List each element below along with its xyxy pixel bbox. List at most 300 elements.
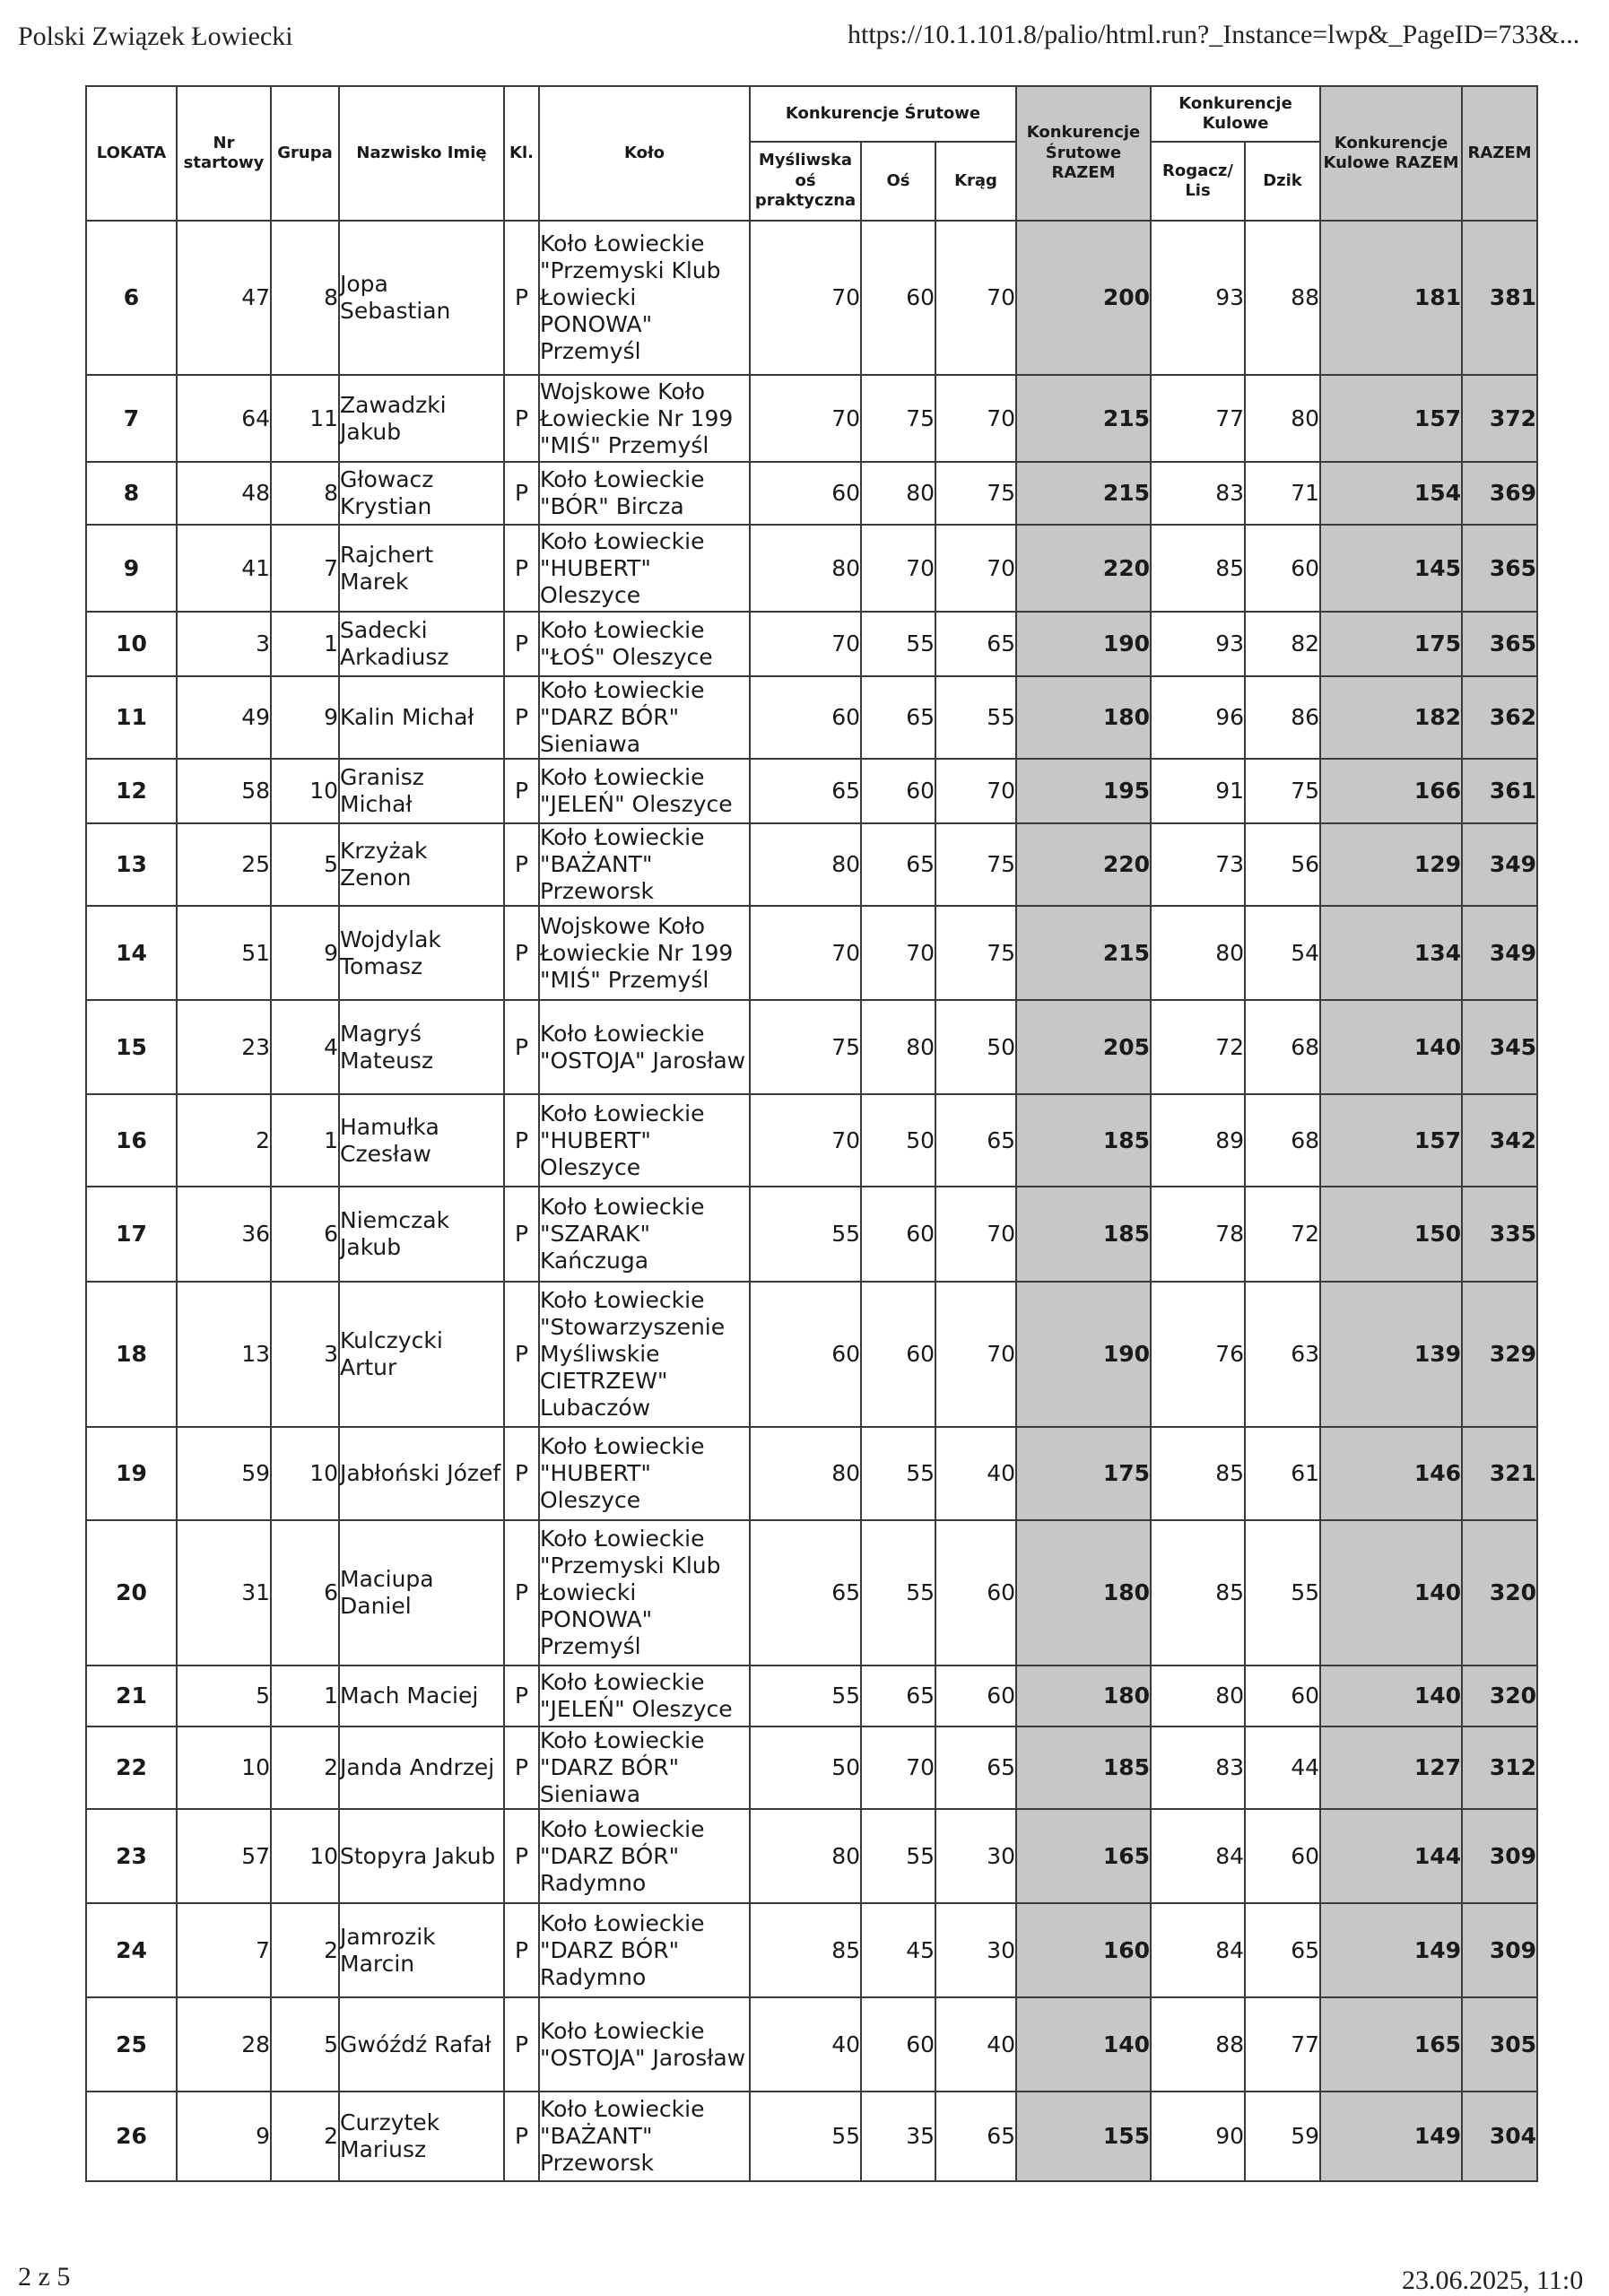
cell-razem: 320 bbox=[1462, 1665, 1537, 1726]
cell-razem: 349 bbox=[1462, 906, 1537, 1000]
cell-kulowe-razem: 165 bbox=[1320, 1997, 1462, 2092]
cell-os: 65 bbox=[861, 676, 935, 759]
cell-name: Jabłoński Józef bbox=[339, 1427, 504, 1520]
cell-mysliwska: 70 bbox=[750, 375, 861, 462]
cell-mysliwska: 60 bbox=[750, 462, 861, 525]
cell-razem: 321 bbox=[1462, 1427, 1537, 1520]
cell-os: 70 bbox=[861, 906, 935, 1000]
table-row bbox=[86, 759, 1537, 823]
cell-lokata: 16 bbox=[86, 1094, 177, 1187]
cell-mysliwska: 70 bbox=[750, 906, 861, 1000]
cell-grupa: 1 bbox=[271, 1665, 339, 1726]
cell-grupa: 1 bbox=[271, 612, 339, 676]
cell-kulowe-razem: 149 bbox=[1320, 1903, 1462, 1997]
cell-grupa: 1 bbox=[271, 1094, 339, 1187]
organization-name: Polski Związek Łowiecki bbox=[18, 22, 293, 51]
cell-kl: P bbox=[504, 1903, 539, 1997]
cell-rogacz: 84 bbox=[1151, 1903, 1245, 1997]
cell-razem: 335 bbox=[1462, 1187, 1537, 1282]
cell-mysliwska: 55 bbox=[750, 1187, 861, 1282]
cell-srutowe-razem: 155 bbox=[1016, 2092, 1151, 2181]
cell-name: Kulczycki Artur bbox=[339, 1282, 504, 1427]
cell-nr: 25 bbox=[177, 823, 271, 906]
cell-srutowe-razem: 200 bbox=[1016, 221, 1151, 375]
cell-kl: P bbox=[504, 612, 539, 676]
cell-kulowe-razem: 129 bbox=[1320, 823, 1462, 906]
cell-krag: 70 bbox=[935, 221, 1016, 375]
cell-rogacz: 91 bbox=[1151, 759, 1245, 823]
cell-mysliwska: 75 bbox=[750, 1000, 861, 1094]
cell-os: 55 bbox=[861, 1520, 935, 1665]
cell-krag: 55 bbox=[935, 676, 1016, 759]
cell-kolo: Koło Łowieckie "Przemyski Klub Łowiecki PONOWA" Przemyśl bbox=[539, 221, 750, 375]
cell-kolo: Koło Łowieckie "DARZ BÓR" Sieniawa bbox=[539, 676, 750, 759]
cell-krag: 50 bbox=[935, 1000, 1016, 1094]
cell-krag: 70 bbox=[935, 1187, 1016, 1282]
cell-rogacz: 80 bbox=[1151, 906, 1245, 1000]
cell-lokata: 12 bbox=[86, 759, 177, 823]
cell-lokata: 18 bbox=[86, 1282, 177, 1427]
cell-os: 55 bbox=[861, 612, 935, 676]
cell-nr: 3 bbox=[177, 612, 271, 676]
cell-rogacz: 77 bbox=[1151, 375, 1245, 462]
col-header-srutowe-razem: Konkurencje Śrutowe RAZEM bbox=[1016, 86, 1151, 221]
table-row bbox=[86, 375, 1537, 462]
cell-dzik: 72 bbox=[1245, 1187, 1320, 1282]
cell-mysliwska: 85 bbox=[750, 1903, 861, 1997]
cell-grupa: 3 bbox=[271, 1282, 339, 1427]
cell-kolo: Koło Łowieckie "Stowarzyszenie Myśliwskie CIETRZEW" Lubaczów bbox=[539, 1282, 750, 1427]
cell-nr: 9 bbox=[177, 2092, 271, 2181]
cell-kolo: Koło Łowieckie "DARZ BÓR" Sieniawa bbox=[539, 1726, 750, 1809]
table-row bbox=[86, 2092, 1537, 2181]
cell-lokata: 11 bbox=[86, 676, 177, 759]
cell-dzik: 86 bbox=[1245, 676, 1320, 759]
cell-dzik: 55 bbox=[1245, 1520, 1320, 1665]
cell-lokata: 26 bbox=[86, 2092, 177, 2181]
cell-krag: 30 bbox=[935, 1809, 1016, 1903]
table-row bbox=[86, 1520, 1537, 1665]
cell-kulowe-razem: 134 bbox=[1320, 906, 1462, 1000]
cell-dzik: 65 bbox=[1245, 1903, 1320, 1997]
cell-krag: 60 bbox=[935, 1520, 1016, 1665]
cell-os: 65 bbox=[861, 1665, 935, 1726]
cell-nr: 5 bbox=[177, 1665, 271, 1726]
cell-kolo: Koło Łowieckie "BÓR" Bircza bbox=[539, 462, 750, 525]
cell-kulowe-razem: 157 bbox=[1320, 375, 1462, 462]
cell-kl: P bbox=[504, 375, 539, 462]
cell-name: Janda Andrzej bbox=[339, 1726, 504, 1809]
cell-lokata: 13 bbox=[86, 823, 177, 906]
table-row bbox=[86, 1187, 1537, 1282]
cell-razem: 365 bbox=[1462, 612, 1537, 676]
cell-rogacz: 93 bbox=[1151, 221, 1245, 375]
cell-nr: 64 bbox=[177, 375, 271, 462]
cell-lokata: 9 bbox=[86, 525, 177, 612]
cell-name: Curzytek Mariusz bbox=[339, 2092, 504, 2181]
cell-srutowe-razem: 215 bbox=[1016, 375, 1151, 462]
group-header-srutowe: Konkurencje Śrutowe bbox=[750, 86, 1016, 142]
cell-name: Hamułka Czesław bbox=[339, 1094, 504, 1187]
cell-os: 35 bbox=[861, 2092, 935, 2181]
cell-dzik: 77 bbox=[1245, 1997, 1320, 2092]
cell-kl: P bbox=[504, 676, 539, 759]
cell-nr: 7 bbox=[177, 1903, 271, 1997]
cell-grupa: 6 bbox=[271, 1520, 339, 1665]
cell-kulowe-razem: 149 bbox=[1320, 2092, 1462, 2181]
cell-nr: 47 bbox=[177, 221, 271, 375]
cell-rogacz: 85 bbox=[1151, 525, 1245, 612]
cell-rogacz: 85 bbox=[1151, 1520, 1245, 1665]
cell-kl: P bbox=[504, 1809, 539, 1903]
cell-dzik: 56 bbox=[1245, 823, 1320, 906]
cell-krag: 70 bbox=[935, 1282, 1016, 1427]
cell-dzik: 71 bbox=[1245, 462, 1320, 525]
cell-kl: P bbox=[504, 1665, 539, 1726]
cell-kl: P bbox=[504, 823, 539, 906]
cell-krag: 75 bbox=[935, 906, 1016, 1000]
col-header-lokata: LOKATA bbox=[86, 86, 177, 221]
cell-krag: 70 bbox=[935, 525, 1016, 612]
cell-kulowe-razem: 127 bbox=[1320, 1726, 1462, 1809]
cell-srutowe-razem: 180 bbox=[1016, 1665, 1151, 1726]
cell-razem: 381 bbox=[1462, 221, 1537, 375]
cell-dzik: 68 bbox=[1245, 1000, 1320, 1094]
cell-grupa: 2 bbox=[271, 1726, 339, 1809]
cell-mysliwska: 70 bbox=[750, 1094, 861, 1187]
cell-kl: P bbox=[504, 462, 539, 525]
cell-os: 45 bbox=[861, 1903, 935, 1997]
table-row bbox=[86, 525, 1537, 612]
page-url: https://10.1.101.8/palio/html.run?_Instance=lwp&_PageID=733&... bbox=[848, 20, 1580, 49]
cell-razem: 361 bbox=[1462, 759, 1537, 823]
cell-kulowe-razem: 166 bbox=[1320, 759, 1462, 823]
cell-razem: 309 bbox=[1462, 1809, 1537, 1903]
cell-os: 55 bbox=[861, 1427, 935, 1520]
cell-krag: 75 bbox=[935, 823, 1016, 906]
col-header-nazwisko: Nazwisko Imię bbox=[339, 86, 504, 221]
cell-rogacz: 73 bbox=[1151, 823, 1245, 906]
col-header-rogacz: Rogacz/ Lis bbox=[1151, 142, 1245, 221]
cell-nr: 58 bbox=[177, 759, 271, 823]
cell-razem: 305 bbox=[1462, 1997, 1537, 2092]
cell-rogacz: 84 bbox=[1151, 1809, 1245, 1903]
cell-razem: 369 bbox=[1462, 462, 1537, 525]
cell-grupa: 6 bbox=[271, 1187, 339, 1282]
cell-name: Jopa Sebastian bbox=[339, 221, 504, 375]
cell-srutowe-razem: 185 bbox=[1016, 1094, 1151, 1187]
cell-krag: 65 bbox=[935, 1726, 1016, 1809]
cell-razem: 345 bbox=[1462, 1000, 1537, 1094]
cell-kulowe-razem: 150 bbox=[1320, 1187, 1462, 1282]
cell-srutowe-razem: 175 bbox=[1016, 1427, 1151, 1520]
cell-kl: P bbox=[504, 1187, 539, 1282]
cell-kl: P bbox=[504, 2092, 539, 2181]
cell-nr: 23 bbox=[177, 1000, 271, 1094]
cell-srutowe-razem: 180 bbox=[1016, 676, 1151, 759]
cell-grupa: 2 bbox=[271, 1903, 339, 1997]
cell-lokata: 19 bbox=[86, 1427, 177, 1520]
cell-nr: 59 bbox=[177, 1427, 271, 1520]
cell-grupa: 11 bbox=[271, 375, 339, 462]
print-datetime: 23.06.2025, 11:0 bbox=[1402, 2266, 1584, 2295]
cell-srutowe-razem: 185 bbox=[1016, 1187, 1151, 1282]
cell-kulowe-razem: 139 bbox=[1320, 1282, 1462, 1427]
table-row bbox=[86, 1282, 1537, 1427]
cell-name: Niemczak Jakub bbox=[339, 1187, 504, 1282]
cell-nr: 36 bbox=[177, 1187, 271, 1282]
cell-lokata: 17 bbox=[86, 1187, 177, 1282]
cell-dzik: 61 bbox=[1245, 1427, 1320, 1520]
cell-dzik: 82 bbox=[1245, 612, 1320, 676]
cell-kl: P bbox=[504, 1726, 539, 1809]
cell-nr: 48 bbox=[177, 462, 271, 525]
cell-krag: 30 bbox=[935, 1903, 1016, 1997]
cell-kulowe-razem: 140 bbox=[1320, 1000, 1462, 1094]
cell-grupa: 10 bbox=[271, 1427, 339, 1520]
table-row bbox=[86, 676, 1537, 759]
cell-grupa: 7 bbox=[271, 525, 339, 612]
cell-krag: 60 bbox=[935, 1665, 1016, 1726]
cell-rogacz: 90 bbox=[1151, 2092, 1245, 2181]
cell-nr: 31 bbox=[177, 1520, 271, 1665]
cell-srutowe-razem: 185 bbox=[1016, 1726, 1151, 1809]
cell-dzik: 63 bbox=[1245, 1282, 1320, 1427]
cell-kolo: Koło Łowieckie "OSTOJA" Jarosław bbox=[539, 1997, 750, 2092]
cell-name: Maciupa Daniel bbox=[339, 1520, 504, 1665]
cell-os: 60 bbox=[861, 1187, 935, 1282]
cell-os: 60 bbox=[861, 1997, 935, 2092]
col-header-dzik: Dzik bbox=[1245, 142, 1320, 221]
table-row bbox=[86, 462, 1537, 525]
cell-rogacz: 80 bbox=[1151, 1665, 1245, 1726]
cell-razem: 349 bbox=[1462, 823, 1537, 906]
col-header-krag: Krąg bbox=[935, 142, 1016, 221]
cell-kolo: Koło Łowieckie "HUBERT" Oleszyce bbox=[539, 1094, 750, 1187]
table-row bbox=[86, 612, 1537, 676]
cell-rogacz: 88 bbox=[1151, 1997, 1245, 2092]
cell-nr: 2 bbox=[177, 1094, 271, 1187]
cell-grupa: 9 bbox=[271, 676, 339, 759]
header-row-1 bbox=[86, 86, 1537, 142]
table-row bbox=[86, 221, 1537, 375]
cell-rogacz: 96 bbox=[1151, 676, 1245, 759]
cell-mysliwska: 60 bbox=[750, 1282, 861, 1427]
cell-os: 60 bbox=[861, 1282, 935, 1427]
cell-dzik: 60 bbox=[1245, 1665, 1320, 1726]
cell-srutowe-razem: 220 bbox=[1016, 525, 1151, 612]
cell-dzik: 60 bbox=[1245, 525, 1320, 612]
cell-kolo: Koło Łowieckie "BAŻANT" Przeworsk bbox=[539, 823, 750, 906]
cell-kl: P bbox=[504, 1000, 539, 1094]
cell-lokata: 14 bbox=[86, 906, 177, 1000]
cell-mysliwska: 70 bbox=[750, 221, 861, 375]
cell-grupa: 2 bbox=[271, 2092, 339, 2181]
cell-grupa: 8 bbox=[271, 221, 339, 375]
cell-name: Głowacz Krystian bbox=[339, 462, 504, 525]
cell-rogacz: 89 bbox=[1151, 1094, 1245, 1187]
table-row bbox=[86, 1903, 1537, 1997]
cell-nr: 28 bbox=[177, 1997, 271, 2092]
cell-grupa: 5 bbox=[271, 823, 339, 906]
cell-kolo: Koło Łowieckie "DARZ BÓR" Radymno bbox=[539, 1809, 750, 1903]
cell-os: 55 bbox=[861, 1809, 935, 1903]
cell-mysliwska: 40 bbox=[750, 1997, 861, 2092]
col-header-nr: Nr startowy bbox=[177, 86, 271, 221]
cell-name: Magryś Mateusz bbox=[339, 1000, 504, 1094]
cell-lokata: 20 bbox=[86, 1520, 177, 1665]
cell-kulowe-razem: 182 bbox=[1320, 676, 1462, 759]
col-header-os: Oś bbox=[861, 142, 935, 221]
cell-grupa: 5 bbox=[271, 1997, 339, 2092]
cell-kulowe-razem: 145 bbox=[1320, 525, 1462, 612]
cell-kolo: Koło Łowieckie "SZARAK" Kańczuga bbox=[539, 1187, 750, 1282]
table-row bbox=[86, 1094, 1537, 1187]
cell-nr: 13 bbox=[177, 1282, 271, 1427]
cell-srutowe-razem: 195 bbox=[1016, 759, 1151, 823]
cell-mysliwska: 60 bbox=[750, 676, 861, 759]
cell-kl: P bbox=[504, 1997, 539, 2092]
cell-os: 80 bbox=[861, 462, 935, 525]
cell-dzik: 80 bbox=[1245, 375, 1320, 462]
cell-lokata: 21 bbox=[86, 1665, 177, 1726]
cell-razem: 312 bbox=[1462, 1726, 1537, 1809]
cell-mysliwska: 80 bbox=[750, 1427, 861, 1520]
cell-name: Zawadzki Jakub bbox=[339, 375, 504, 462]
cell-lokata: 7 bbox=[86, 375, 177, 462]
col-header-razem: RAZEM bbox=[1462, 86, 1537, 221]
cell-kolo: Koło Łowieckie "DARZ BÓR" Radymno bbox=[539, 1903, 750, 1997]
cell-grupa: 9 bbox=[271, 906, 339, 1000]
cell-kolo: Koło Łowieckie "BAŻANT" Przeworsk bbox=[539, 2092, 750, 2181]
cell-kl: P bbox=[504, 221, 539, 375]
cell-kulowe-razem: 154 bbox=[1320, 462, 1462, 525]
cell-kulowe-razem: 140 bbox=[1320, 1665, 1462, 1726]
cell-lokata: 8 bbox=[86, 462, 177, 525]
cell-name: Mach Maciej bbox=[339, 1665, 504, 1726]
cell-mysliwska: 80 bbox=[750, 823, 861, 906]
cell-name: Stopyra Jakub bbox=[339, 1809, 504, 1903]
cell-os: 70 bbox=[861, 1726, 935, 1809]
cell-kl: P bbox=[504, 906, 539, 1000]
cell-kolo: Koło Łowieckie "JELEŃ" Oleszyce bbox=[539, 1665, 750, 1726]
cell-srutowe-razem: 215 bbox=[1016, 462, 1151, 525]
cell-name: Gwóźdź Rafał bbox=[339, 1997, 504, 2092]
table-row bbox=[86, 823, 1537, 906]
cell-srutowe-razem: 205 bbox=[1016, 1000, 1151, 1094]
cell-os: 70 bbox=[861, 525, 935, 612]
col-header-kolo: Koło bbox=[539, 86, 750, 221]
cell-srutowe-razem: 190 bbox=[1016, 612, 1151, 676]
cell-krag: 75 bbox=[935, 462, 1016, 525]
cell-rogacz: 93 bbox=[1151, 612, 1245, 676]
cell-srutowe-razem: 215 bbox=[1016, 906, 1151, 1000]
cell-kolo: Koło Łowieckie "ŁOŚ" Oleszyce bbox=[539, 612, 750, 676]
cell-os: 60 bbox=[861, 759, 935, 823]
cell-dzik: 60 bbox=[1245, 1809, 1320, 1903]
cell-nr: 10 bbox=[177, 1726, 271, 1809]
cell-razem: 362 bbox=[1462, 676, 1537, 759]
cell-nr: 41 bbox=[177, 525, 271, 612]
cell-kl: P bbox=[504, 1520, 539, 1665]
cell-razem: 304 bbox=[1462, 2092, 1537, 2181]
cell-mysliwska: 65 bbox=[750, 759, 861, 823]
cell-srutowe-razem: 220 bbox=[1016, 823, 1151, 906]
cell-rogacz: 85 bbox=[1151, 1427, 1245, 1520]
cell-krag: 70 bbox=[935, 759, 1016, 823]
table-row bbox=[86, 1427, 1537, 1520]
cell-dzik: 88 bbox=[1245, 221, 1320, 375]
cell-lokata: 15 bbox=[86, 1000, 177, 1094]
cell-mysliwska: 55 bbox=[750, 1665, 861, 1726]
cell-krag: 40 bbox=[935, 1997, 1016, 2092]
table-row bbox=[86, 1726, 1537, 1809]
cell-name: Sadecki Arkadiusz bbox=[339, 612, 504, 676]
cell-rogacz: 72 bbox=[1151, 1000, 1245, 1094]
cell-dzik: 54 bbox=[1245, 906, 1320, 1000]
cell-razem: 320 bbox=[1462, 1520, 1537, 1665]
table-row bbox=[86, 1809, 1537, 1903]
cell-nr: 49 bbox=[177, 676, 271, 759]
cell-mysliwska: 50 bbox=[750, 1726, 861, 1809]
cell-os: 65 bbox=[861, 823, 935, 906]
cell-kolo: Koło Łowieckie "JELEŃ" Oleszyce bbox=[539, 759, 750, 823]
cell-kulowe-razem: 181 bbox=[1320, 221, 1462, 375]
cell-kl: P bbox=[504, 1427, 539, 1520]
page-number: 2 z 5 bbox=[18, 2262, 71, 2292]
cell-lokata: 22 bbox=[86, 1726, 177, 1809]
cell-razem: 329 bbox=[1462, 1282, 1537, 1427]
cell-kolo: Wojskowe Koło Łowieckie Nr 199 "MIŚ" Przemyśl bbox=[539, 375, 750, 462]
cell-krag: 70 bbox=[935, 375, 1016, 462]
cell-kulowe-razem: 144 bbox=[1320, 1809, 1462, 1903]
cell-srutowe-razem: 190 bbox=[1016, 1282, 1151, 1427]
cell-razem: 365 bbox=[1462, 525, 1537, 612]
cell-kolo: Koło Łowieckie "Przemyski Klub Łowiecki PONOWA" Przemyśl bbox=[539, 1520, 750, 1665]
cell-grupa: 10 bbox=[271, 759, 339, 823]
cell-kulowe-razem: 146 bbox=[1320, 1427, 1462, 1520]
cell-dzik: 44 bbox=[1245, 1726, 1320, 1809]
cell-srutowe-razem: 140 bbox=[1016, 1997, 1151, 2092]
cell-name: Rajchert Marek bbox=[339, 525, 504, 612]
cell-kl: P bbox=[504, 1282, 539, 1427]
cell-dzik: 68 bbox=[1245, 1094, 1320, 1187]
cell-mysliwska: 70 bbox=[750, 612, 861, 676]
cell-krag: 65 bbox=[935, 1094, 1016, 1187]
group-header-kulowe: Konkurencje Kulowe bbox=[1151, 86, 1320, 142]
col-header-kulowe-razem: Konkurencje Kulowe RAZEM bbox=[1320, 86, 1462, 221]
table-row bbox=[86, 1665, 1537, 1726]
cell-lokata: 10 bbox=[86, 612, 177, 676]
cell-kolo: Koło Łowieckie "OSTOJA" Jarosław bbox=[539, 1000, 750, 1094]
results-table bbox=[85, 85, 1538, 2182]
col-header-grupa: Grupa bbox=[271, 86, 339, 221]
cell-os: 60 bbox=[861, 221, 935, 375]
col-header-kl: Kl. bbox=[504, 86, 539, 221]
cell-mysliwska: 80 bbox=[750, 525, 861, 612]
cell-dzik: 59 bbox=[1245, 2092, 1320, 2181]
cell-kl: P bbox=[504, 759, 539, 823]
cell-lokata: 24 bbox=[86, 1903, 177, 1997]
cell-os: 75 bbox=[861, 375, 935, 462]
cell-kulowe-razem: 175 bbox=[1320, 612, 1462, 676]
cell-razem: 372 bbox=[1462, 375, 1537, 462]
cell-rogacz: 78 bbox=[1151, 1187, 1245, 1282]
cell-grupa: 8 bbox=[271, 462, 339, 525]
cell-os: 50 bbox=[861, 1094, 935, 1187]
cell-lokata: 6 bbox=[86, 221, 177, 375]
cell-kolo: Koło Łowieckie "HUBERT" Oleszyce bbox=[539, 525, 750, 612]
